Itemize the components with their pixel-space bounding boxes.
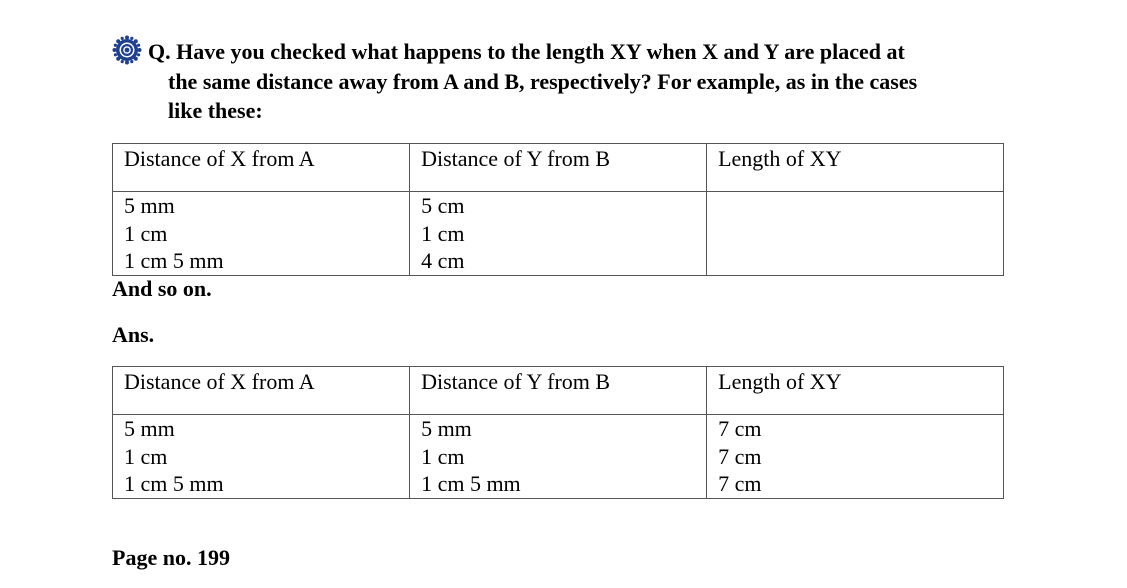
gear-flower-icon [112,35,142,65]
cell-value: 1 cm 5 mm [124,471,224,496]
cell-value: 1 cm 5 mm [124,248,224,273]
question-line-2: the same distance away from A and B, respectively? For example, as in the cases [168,69,918,94]
cell-value: 5 mm [421,416,472,441]
table-cell [410,415,707,499]
header-cell: Distance of X from A [113,144,410,192]
table-cell [707,192,1004,276]
question-line-1: Q. Have you checked what happens to the length XY when X and Y are placed at [148,39,905,64]
cell-value: 7 cm [718,471,762,496]
cell-value: 5 mm [124,193,175,218]
table-cell [707,415,1004,499]
header-cell: Distance of Y from B [410,144,707,192]
cell-value: 5 cm [421,193,465,218]
cell-value: 5 mm [124,416,175,441]
header-cell: Length of XY [707,144,1004,192]
page-number: Page no. 199 [112,545,230,570]
cell-value: 7 cm [718,416,762,441]
answer-label: Ans. [112,322,155,347]
header-cell: Distance of X from A [113,367,410,415]
cell-value: 1 cm 5 mm [421,471,521,496]
header-cell: Distance of Y from B [410,367,707,415]
answer-table [112,366,1004,499]
question-table [112,143,1004,276]
table-cell [113,415,410,499]
table-header-row [113,367,1004,415]
cell-value: 1 cm [124,443,168,469]
table-row [113,415,1004,499]
cell-value: 4 cm [421,248,465,273]
table-cell [113,192,410,276]
cell-value: 1 cm [421,220,465,246]
table-row [113,192,1004,276]
cell-value: 1 cm [421,443,465,469]
and-so-on-text: And so on. [112,276,212,301]
header-cell: Length of XY [707,367,1004,415]
question-line-3: like these: [168,98,263,123]
table-cell [410,192,707,276]
table-header-row [113,144,1004,192]
cell-value: 1 cm [124,220,168,246]
cell-value: 7 cm [718,443,762,469]
